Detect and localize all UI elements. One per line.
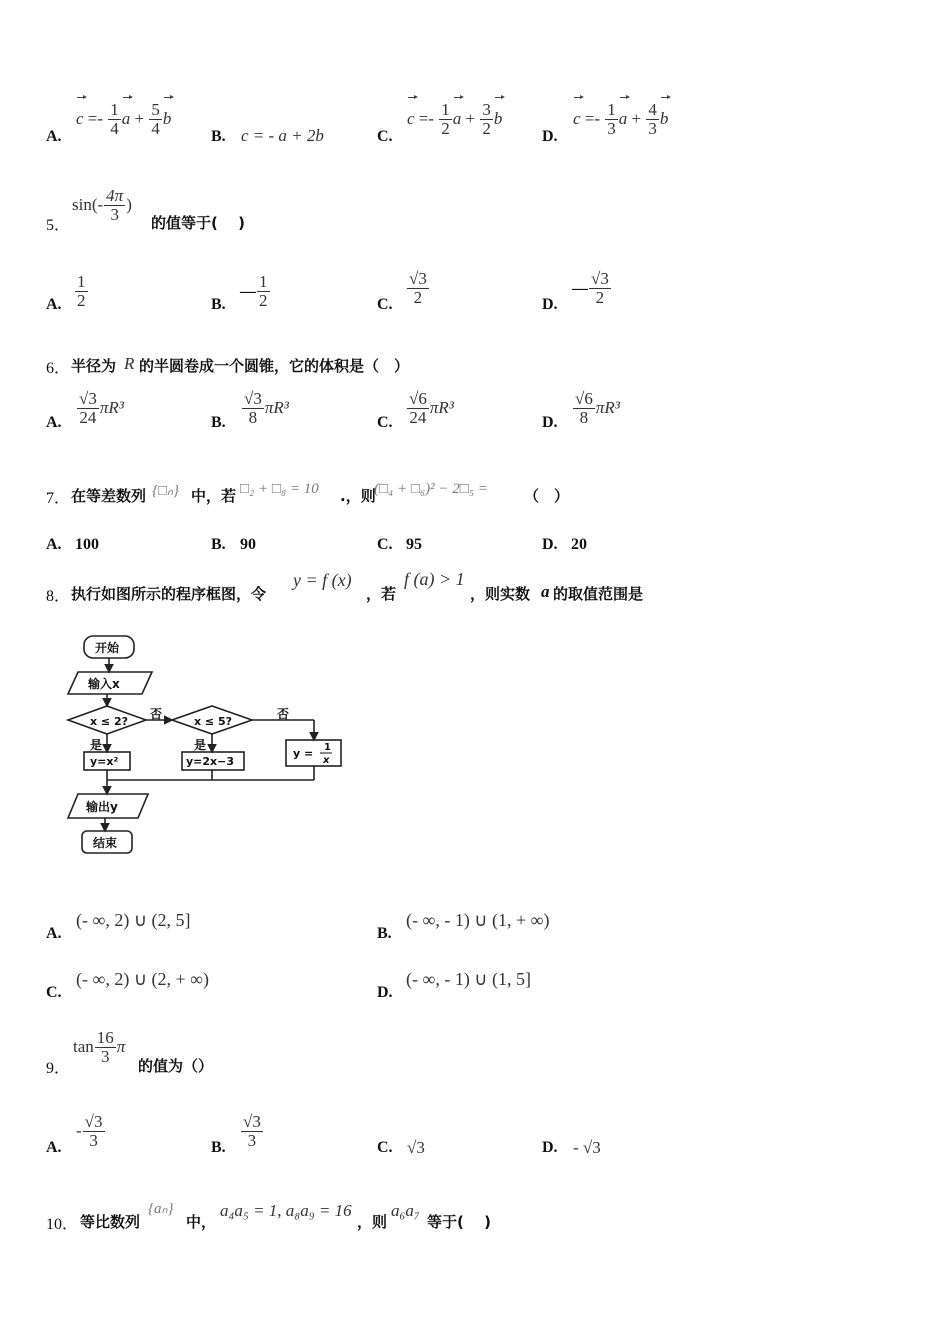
q8-option-d-value: (- ∞, - 1) ∪ (1, 5] <box>406 969 531 989</box>
q9-option-b-value: $\frac{√3}{3}$ <box>243 1112 261 1150</box>
q6-stem-text-1: 半径为 <box>71 357 117 375</box>
q8-var: a <box>541 582 550 601</box>
q6-stem-text-2: 的半圆卷成一个圆锥，它的体积是（ ） <box>139 357 410 375</box>
q9-option-d-value: - √3 <box>573 1138 601 1157</box>
q7-seq: {□ₙ} <box>152 483 180 499</box>
q5-option-b-value: — $\frac{1}{2}$ <box>240 272 268 310</box>
q6-option-d-value: $\frac{√6}{8}$ πR³ <box>575 389 620 427</box>
q4-option-d-expr: c =- $\frac{1}{3}$ a + $\frac{4}{3}$ b <box>573 100 669 138</box>
flow-yes2-text: 是 <box>194 738 207 752</box>
q8-option-d-label: D. <box>377 984 393 1001</box>
q8-text-3: ，则实数 <box>470 585 531 603</box>
q4-option-d-label: D. <box>542 128 558 145</box>
q7-option-d-label: D. <box>542 536 558 553</box>
q7-option-d-value: 20 <box>571 536 587 553</box>
q6-option-c-value: $\frac{√6}{24}$ πR³ <box>409 389 454 427</box>
flow-end-text: 结束 <box>93 836 118 850</box>
q6-option-a-value: $\frac{√3}{24}$ πR³ <box>79 389 124 427</box>
q6-number: 6． <box>46 360 71 377</box>
q9-option-c-value: √3 <box>407 1138 425 1157</box>
q8-number: 8． <box>46 588 71 605</box>
flow-yes1-text: 是 <box>90 738 103 752</box>
q8-func-def: y = f (x) <box>293 570 352 590</box>
q10-text-4: 等于( ) <box>427 1213 491 1231</box>
q7-option-c-label: C. <box>377 536 393 553</box>
q7-text-3: .，则 <box>340 487 376 505</box>
q7-text-4: （ ） <box>524 487 570 505</box>
q7-condition: □₂ + □₈ = 10 <box>240 481 319 497</box>
q8-condition: f (a) > 1 <box>404 569 465 589</box>
q6-option-d-label: D. <box>542 414 558 431</box>
q5-option-a-value: $\frac{1}{2}$ <box>77 272 86 310</box>
flow-start-text: 开始 <box>95 641 120 655</box>
q5-option-c-label: C. <box>377 296 393 313</box>
q9-option-b-label: B. <box>211 1139 226 1156</box>
q6-option-a-label: A. <box>46 414 62 431</box>
q9-stem-math: tan $\frac{16}{3}$ π <box>73 1028 126 1066</box>
q5-option-d-value: — $\frac{√3}{2}$ <box>572 269 609 307</box>
flow-box1-text: y=x² <box>90 755 119 768</box>
q7-text-1: 在等差数列 <box>71 487 147 505</box>
q10-number: 10． <box>46 1216 79 1233</box>
flow-box3-num: 1 <box>324 742 331 753</box>
flow-box2-text: y=2x−3 <box>186 755 235 768</box>
q9-number: 9． <box>46 1060 71 1077</box>
q5-option-b-label: B. <box>211 296 226 313</box>
flow-input-text: 输入x <box>88 677 120 691</box>
q8-text-1: 执行如图所示的程序框图，令 <box>71 585 267 603</box>
q9-option-a-label: A. <box>46 1139 62 1156</box>
q7-option-a-label: A. <box>46 536 62 553</box>
q7-option-a-value: 100 <box>75 536 99 553</box>
q8-flowchart <box>60 630 360 875</box>
q4-option-a-expr: c =- $\frac{1}{4}$ a + $\frac{5}{4}$ b <box>76 100 172 138</box>
flow-cond2-text: x ≤ 5? <box>194 715 233 728</box>
q5-option-c-value: $\frac{√3}{2}$ <box>409 269 427 307</box>
q8-option-a-value: (- ∞, 2) ∪ (2, 5] <box>76 910 191 930</box>
q7-option-b-label: B. <box>211 536 226 553</box>
flow-box3-den: x <box>323 755 330 766</box>
flow-cond1-text: x ≤ 2? <box>90 715 129 728</box>
q8-text-2: ，若 <box>366 585 397 603</box>
flow-box3-lhs: y = <box>293 747 314 760</box>
q4-option-c-label: C. <box>377 128 393 145</box>
q4-option-c-expr: c =- $\frac{1}{2}$ a + $\frac{3}{2}$ b <box>407 100 503 138</box>
q10-expression: a₆a₇ <box>391 1201 420 1220</box>
q6-option-b-label: B. <box>211 414 226 431</box>
q4-option-a-label: A. <box>46 128 62 145</box>
q5-stem-math: sin(- $\frac{4\pi}{3}$ ) <box>72 186 132 224</box>
q8-option-a-label: A. <box>46 925 62 942</box>
q9-option-d-label: D. <box>542 1139 558 1156</box>
q10-text-2: 中， <box>186 1213 217 1231</box>
q7-option-c-value: 95 <box>406 536 422 553</box>
q5-option-a-label: A. <box>46 296 62 313</box>
q5-number: 5． <box>46 217 71 234</box>
q6-option-c-label: C. <box>377 414 393 431</box>
q10-text-3: ，则 <box>357 1213 388 1231</box>
q8-option-c-value: (- ∞, 2) ∪ (2, + ∞) <box>76 969 209 989</box>
q7-text-2: 中，若 <box>191 487 237 505</box>
q9-stem-text: 的值为（） <box>138 1057 214 1075</box>
q8-text-4: 的取值范围是 <box>553 585 644 603</box>
q7-option-b-value: 90 <box>240 536 256 553</box>
q4-option-b-expr: c = - a + 2b <box>241 126 324 145</box>
q9-option-c-label: C. <box>377 1139 393 1156</box>
q7-number: 7． <box>46 490 71 507</box>
q7-expression: (□₄ + □₆)² − 2□₅ = <box>374 481 488 497</box>
q9-option-a-value: - $\frac{√3}{3}$ <box>76 1112 103 1150</box>
q8-option-c-label: C. <box>46 984 62 1001</box>
q4-option-b-label: B. <box>211 128 226 145</box>
q6-var: R <box>124 354 135 373</box>
q8-option-b-value: (- ∞, - 1) ∪ (1, + ∞) <box>406 910 550 930</box>
q5-option-d-label: D. <box>542 296 558 313</box>
q5-stem-text: 的值等于( ) <box>151 214 245 232</box>
q6-option-b-value: $\frac{√3}{8}$ πR³ <box>244 389 289 427</box>
flow-no2-text: 否 <box>277 707 290 721</box>
q10-text-1: 等比数列 <box>80 1213 141 1231</box>
flow-no1-text: 否 <box>150 707 163 721</box>
flow-output-text: 输出y <box>86 800 118 814</box>
q10-seq: {aₙ} <box>148 1201 174 1217</box>
q8-option-b-label: B. <box>377 925 392 942</box>
q10-condition: a₄a₅ = 1, a₈a₉ = 16 <box>220 1201 352 1220</box>
